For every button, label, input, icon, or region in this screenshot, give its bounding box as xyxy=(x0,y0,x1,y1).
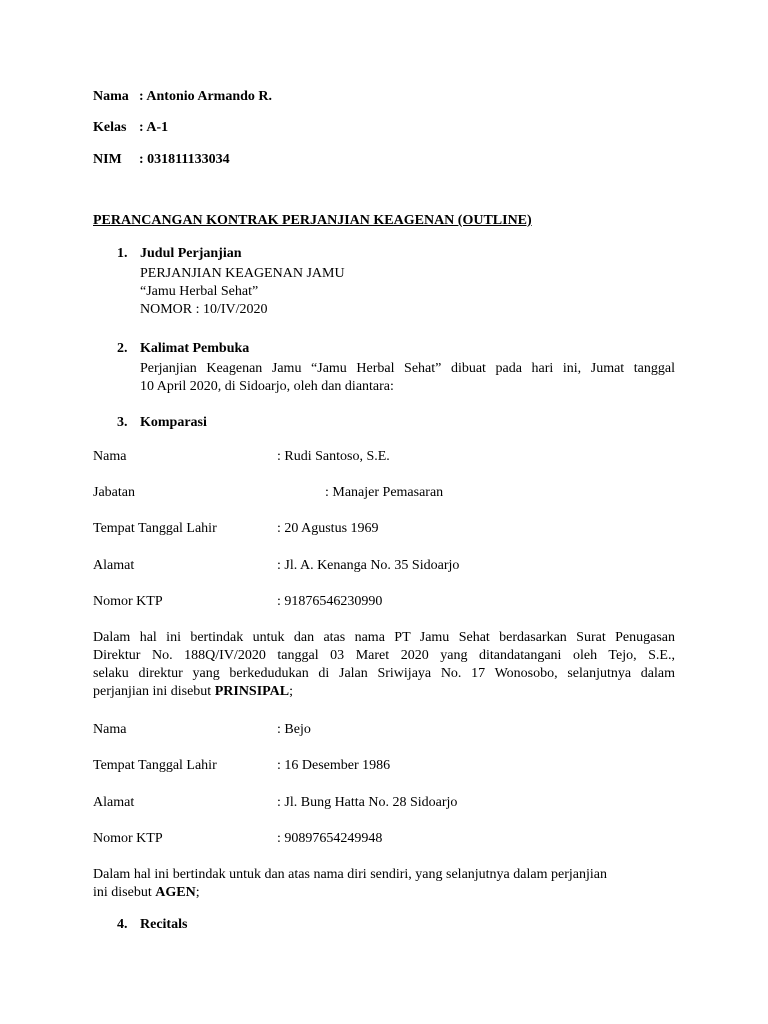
party2-alamat-label: Alamat xyxy=(93,795,135,810)
section4-heading: Recitals xyxy=(140,917,188,932)
party1-jabatan-label: Jabatan xyxy=(93,485,135,500)
header-nama-label: Nama xyxy=(93,89,129,104)
party2-nama-label: Nama xyxy=(93,722,127,737)
party1-nama-value: : Rudi Santoso, S.E. xyxy=(277,449,390,464)
section2-line2: 10 April 2020, di Sidoarjo, oleh dan diantara: xyxy=(140,379,394,394)
section2-number: 2. xyxy=(117,341,128,356)
party2-alamat-value: : Jl. Bung Hatta No. 28 Sidoarjo xyxy=(277,795,458,810)
section1-heading: Judul Perjanjian xyxy=(140,246,242,261)
header-nama-value: : Antonio Armando R. xyxy=(139,89,273,104)
section2-heading: Kalimat Pembuka xyxy=(140,341,250,356)
section4-number: 4. xyxy=(117,917,128,932)
section1-line3: NOMOR : 10/IV/2020 xyxy=(140,302,268,317)
party2-ktp-value: : 90897654249948 xyxy=(277,831,383,846)
party2-nama-value: : Bejo xyxy=(277,722,311,737)
party1-para-line2: Direktur No. 188Q/IV/2020 tanggal 03 Maret 2020 yang ditandatangani oleh Tejo, S.E., xyxy=(93,648,675,663)
section2-line1: Perjanjian Keagenan Jamu “Jamu Herbal Sehat” dibuat pada hari ini, Jumat tanggal xyxy=(140,361,675,376)
header-nim-value: : 031811133034 xyxy=(139,152,230,167)
agen-term: AGEN xyxy=(155,885,196,900)
party1-para-line1: Dalam hal ini bertindak untuk dan atas nama PT Jamu Sehat berdasarkan Surat Penugasan xyxy=(93,630,675,645)
party2-para-line2 xyxy=(93,884,675,902)
party1-jabatan-value: : Manajer Pemasaran xyxy=(325,485,444,500)
party2-ttl-value: : 16 Desember 1986 xyxy=(277,758,391,773)
party1-ktp-value: : 91876546230990 xyxy=(277,594,383,609)
document-title: PERANCANGAN KONTRAK PERJANJIAN KEAGENAN (OUTLINE) xyxy=(93,213,532,228)
header-kelas-value: : A-1 xyxy=(139,120,169,135)
party1-alamat-value: : Jl. A. Kenanga No. 35 Sidoarjo xyxy=(277,558,460,573)
party1-paragraph xyxy=(93,629,675,701)
section3-number: 3. xyxy=(117,415,128,430)
party1-alamat-label: Alamat xyxy=(93,558,135,573)
party2-ttl-label: Tempat Tanggal Lahir xyxy=(93,758,217,773)
section3-heading: Komparasi xyxy=(140,415,207,430)
party2-para-line2-end: ; xyxy=(195,885,200,900)
party2-para-line1: Dalam hal ini bertindak untuk dan atas nama diri sendiri, yang selanjutnya dalam perjanjian xyxy=(93,867,607,882)
party1-ktp-label: Nomor KTP xyxy=(93,594,163,609)
party2-para-line2-text: ini disebut xyxy=(93,885,156,900)
header-kelas-label: Kelas xyxy=(93,120,127,135)
header-nim-label: NIM xyxy=(93,152,122,167)
prinsipal-term: PRINSIPAL xyxy=(214,684,290,699)
party2-ktp-label: Nomor KTP xyxy=(93,831,163,846)
section2-paragraph xyxy=(140,360,675,396)
party2-paragraph xyxy=(93,866,675,902)
party1-para-line4-text: perjanjian ini disebut xyxy=(93,684,215,699)
section1-number: 1. xyxy=(117,246,128,261)
party1-ttl-label: Tempat Tanggal Lahir xyxy=(93,521,217,536)
section1-line2: “Jamu Herbal Sehat” xyxy=(140,284,259,299)
party1-nama-label: Nama xyxy=(93,449,127,464)
party1-para-line3: selaku direktur yang berkedudukan di Jalan Sriwijaya No. 17 Wonosobo, selanjutnya dalam xyxy=(93,666,675,681)
party1-para-line4-end: ; xyxy=(289,684,294,699)
section1-line1: PERJANJIAN KEAGENAN JAMU xyxy=(140,266,345,281)
party1-ttl-value: : 20 Agustus 1969 xyxy=(277,521,379,536)
party1-para-line4 xyxy=(93,683,675,701)
